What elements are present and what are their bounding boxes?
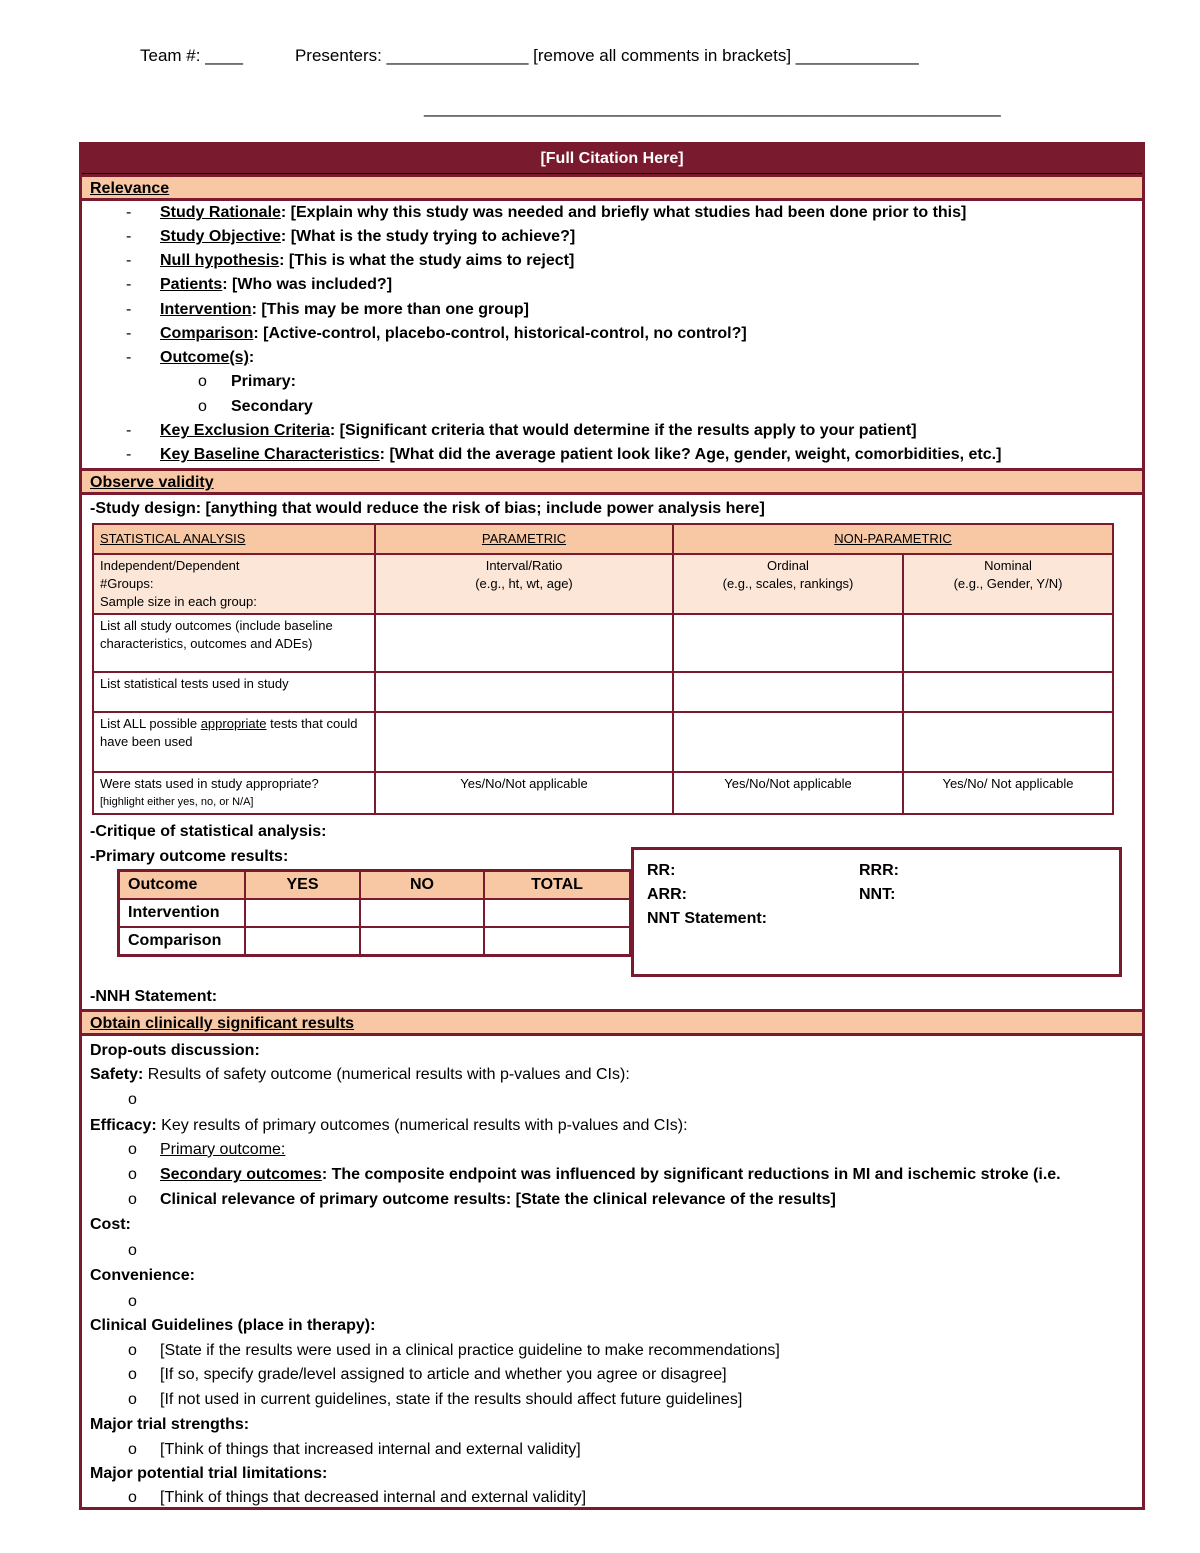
validity-title: Observe validity	[90, 474, 214, 491]
guideline-item-1: [State if the results were used in a clinical practice guideline to make recommendations]	[160, 1342, 780, 1359]
stat-subrow-nominal: Nominal (e.g., Gender, Y/N)	[903, 554, 1113, 614]
outcome-cell[interactable]	[360, 899, 484, 927]
cost-label: Cost:	[90, 1216, 131, 1233]
efficacy-bullet: o	[128, 1141, 137, 1158]
convenience-bullet: o	[128, 1293, 137, 1310]
guideline-bullet: o	[128, 1366, 137, 1383]
relevance-item	[160, 421, 917, 441]
stat-cell[interactable]	[673, 614, 903, 672]
relevance-bullet: o	[128, 1191, 137, 1208]
total-col-header: TOTAL	[484, 871, 631, 900]
relevance-item	[160, 300, 529, 320]
stat-cell[interactable]	[903, 672, 1113, 712]
relevance-item-label: Null hypothesis	[160, 252, 280, 269]
nnh-statement: -NNH Statement:	[90, 988, 218, 1005]
relevance-dash: -	[126, 252, 132, 269]
clinical-relevance-line: Clinical relevance of primary outcome results: [State the clinical relevance of the results]	[160, 1191, 836, 1208]
relevance-item	[160, 203, 966, 223]
relevance-item-label: Intervention	[160, 301, 252, 318]
rrr-label: RRR:	[859, 862, 899, 879]
stat-cell[interactable]	[375, 614, 673, 672]
safety-bullet: o	[128, 1091, 137, 1108]
relevance-item	[160, 275, 392, 295]
stat-answer-ordinal[interactable]: Yes/No/Not applicable	[673, 772, 903, 814]
relevance-item-text: : [What did the average patient look like? Age, gender, weight, comorbidities, etc.]	[379, 446, 1002, 463]
stat-cell[interactable]	[903, 712, 1113, 772]
strengths-bullet: o	[128, 1441, 137, 1458]
presenters-blank-line: _____________________________________________________________	[424, 98, 1001, 117]
outcome-cell[interactable]	[245, 899, 360, 927]
relevance-item	[160, 251, 574, 271]
primary-outcome-sub: Primary:	[231, 373, 296, 390]
stat-header-nonparametric: NON-PARAMETRIC	[673, 524, 1113, 554]
guideline-item-3: [If not used in current guidelines, state if the results should affect future guidelines]	[160, 1391, 743, 1408]
relevance-item-text: : [What is the study trying to achieve?]	[280, 228, 576, 245]
strengths-label: Major trial strengths:	[90, 1416, 250, 1433]
stat-cell[interactable]	[375, 672, 673, 712]
limitations-bullet: o	[128, 1489, 137, 1506]
relevance-item-label: Study Rationale	[160, 204, 281, 221]
yes-col-header: YES	[245, 871, 360, 900]
secondary-outcome-sub: Secondary	[231, 398, 313, 415]
primary-outcome-table	[117, 869, 632, 957]
relevance-dash: -	[126, 301, 132, 318]
relevance-dash: -	[126, 325, 132, 342]
critique-label: -Critique of statistical analysis:	[90, 823, 327, 840]
efficacy-line: Efficacy: Key results of primary outcomes (numerical results with p-values and CIs):	[90, 1117, 688, 1134]
relevance-item	[160, 227, 575, 247]
safety-line: Safety: Results of safety outcome (numerical results with p-values and CIs):	[90, 1066, 630, 1083]
stat-row-appropriate: Were stats used in study appropriate? [highlight either yes, no, or N/A]	[93, 772, 375, 814]
secondary-bullet: o	[128, 1166, 137, 1183]
relevance-title: Relevance	[90, 180, 170, 197]
primary-results-label: -Primary outcome results:	[90, 848, 289, 865]
relevance-item	[160, 324, 747, 344]
guidelines-label: Clinical Guidelines (place in therapy):	[90, 1317, 376, 1334]
stat-cell[interactable]	[903, 614, 1113, 672]
stat-cell[interactable]	[673, 672, 903, 712]
stat-answer-nominal[interactable]: Yes/No/ Not applicable	[903, 772, 1113, 814]
relevance-item	[160, 348, 254, 368]
no-col-header: NO	[360, 871, 484, 900]
stat-cell[interactable]	[673, 712, 903, 772]
relevance-item-text: : [Who was included?]	[222, 276, 393, 293]
clinical-title: Obtain clinically significant results	[90, 1015, 355, 1032]
cost-bullet: o	[128, 1242, 137, 1259]
relevance-item-label: Outcome(s)	[160, 349, 249, 366]
relevance-dash: -	[126, 204, 132, 221]
secondary-outcomes-line: Secondary outcomes: The composite endpoint was influenced by significant reductions in MI and ischemic stroke (i.e.	[160, 1166, 1061, 1183]
statistical-analysis-table	[92, 523, 1114, 815]
stat-subrow-interval: Interval/Ratio (e.g., ht, wt, age)	[375, 554, 673, 614]
clinical-section-header	[82, 1009, 1142, 1036]
outcome-cell[interactable]	[245, 927, 360, 956]
relevance-dash: -	[126, 276, 132, 293]
relevance-section-header	[82, 174, 1142, 201]
strengths-item: [Think of things that increased internal and external validity]	[160, 1441, 581, 1458]
outcome-cell[interactable]	[484, 899, 631, 927]
stat-subrow-ordinal: Ordinal (e.g., scales, rankings)	[673, 554, 903, 614]
relevance-item-text: : [Explain why this study was needed and briefly what studies had been done prior to this]	[280, 204, 967, 221]
risk-summary-box	[631, 847, 1122, 977]
guideline-item-2: [If so, specify grade/level assigned to article and whether you agree or disagree]	[160, 1366, 727, 1383]
evaluation-form	[79, 142, 1145, 1510]
relevance-item	[160, 445, 1001, 465]
relevance-item-label: Patients	[160, 276, 223, 293]
relevance-dash: -	[126, 349, 132, 366]
validity-section-header	[82, 468, 1142, 495]
stat-header-analysis: STATISTICAL ANALYSIS	[93, 524, 375, 554]
relevance-item-label: Key Baseline Characteristics	[160, 446, 380, 463]
relevance-dash: -	[126, 422, 132, 439]
relevance-item-label: Study Objective	[160, 228, 281, 245]
relevance-item-label: Key Exclusion Criteria	[160, 422, 330, 439]
outcome-cell[interactable]	[360, 927, 484, 956]
limitations-item: [Think of things that decreased internal and external validity]	[160, 1489, 587, 1506]
relevance-dash: -	[126, 446, 132, 463]
primary-outcome-label: Primary outcome:	[160, 1141, 286, 1158]
relevance-item-label: Comparison	[160, 325, 254, 342]
team-presenters-line: Team #: ____ Presenters: _______________ [remove all comments in brackets] _____________	[140, 46, 919, 65]
relevance-item-text: : [This may be more than one group]	[251, 301, 529, 318]
study-design: -Study design: [anything that would reduce the risk of bias; include power analysis here]	[90, 500, 765, 517]
stat-row-possible-tests: List ALL possible appropriate tests that could have been used	[93, 712, 375, 772]
intervention-row-label: Intervention	[119, 899, 246, 927]
dropouts-label: Drop-outs discussion:	[90, 1042, 260, 1059]
relevance-item-text: : [Significant criteria that would determine if the results apply to your patient]	[329, 422, 917, 439]
citation-header: [Full Citation Here]	[82, 145, 1142, 177]
comparison-row-label: Comparison	[119, 927, 246, 956]
limitations-label: Major potential trial limitations:	[90, 1465, 328, 1482]
guideline-bullet: o	[128, 1391, 137, 1408]
nnt-label: NNT:	[859, 886, 896, 903]
sub-bullet: o	[198, 398, 207, 415]
stat-row-tests: List statistical tests used in study	[93, 672, 375, 712]
relevance-dash: -	[126, 228, 132, 245]
stat-header-parametric: PARAMETRIC	[375, 524, 673, 554]
nnt-statement-label: NNT Statement:	[647, 910, 768, 927]
relevance-item-text: : [This is what the study aims to reject]	[279, 252, 575, 269]
relevance-item-text: : [Active-control, placebo-control, historical-control, no control?]	[253, 325, 747, 342]
guideline-bullet: o	[128, 1342, 137, 1359]
stat-subrow-labels: Independent/Dependent #Groups: Sample size in each group:	[93, 554, 375, 614]
rr-label: RR:	[647, 862, 676, 879]
outcome-col-header: Outcome	[119, 871, 246, 900]
relevance-item-text: :	[248, 349, 255, 366]
arr-label: ARR:	[647, 886, 687, 903]
stat-cell[interactable]	[375, 712, 673, 772]
sub-bullet: o	[198, 373, 207, 390]
convenience-label: Convenience:	[90, 1267, 195, 1284]
outcome-cell[interactable]	[484, 927, 631, 956]
stat-answer-parametric[interactable]: Yes/No/Not applicable	[375, 772, 673, 814]
stat-row-outcomes: List all study outcomes (include baseline characteristics, outcomes and ADEs)	[93, 614, 375, 672]
